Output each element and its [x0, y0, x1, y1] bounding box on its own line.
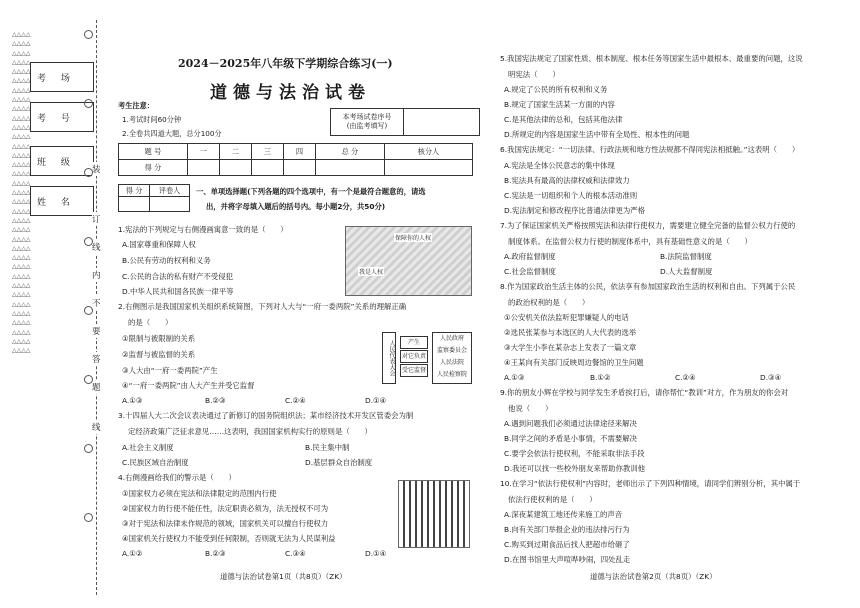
question-2-stem: 的是（ ） [128, 318, 173, 327]
question-8-stem: 的政治权利的是（ ） [508, 298, 590, 307]
note-item: 2.全卷共四道大题，总分100分 [122, 129, 222, 138]
note-item: 1.考试时间60分钟 [122, 115, 182, 124]
option: ①国家权力必须在宪法和法律限定的范围内行使 [122, 489, 277, 498]
choice: A.①② [122, 549, 143, 558]
question-10-stem: 10.在学习“依法行使权利”内容时，老师出示了下列四种情境，请同学们辨别分析，其中属于 [500, 479, 801, 488]
seat-number-field[interactable] [404, 109, 480, 136]
option: D.人大监督制度 [660, 267, 713, 276]
option: C.公民的合法的私有财产不受侵犯 [122, 272, 233, 281]
choice: C.③④ [285, 549, 306, 558]
option: C.是其他法律的总和，包括其他法律 [504, 115, 623, 124]
binding-char: 答 [92, 352, 101, 366]
score-header: 核分人 [384, 144, 472, 160]
diagram-relation: 产生 [400, 336, 428, 349]
seat-sub: (由监考填写) [346, 122, 388, 130]
diagram-organ: 人民政府 [439, 335, 464, 342]
option: D.中华人民共和国各民族一律平等 [122, 287, 234, 296]
question-10-stem: 依法行使权利的是（ ） [508, 495, 597, 504]
option: A.社会主义制度 [122, 443, 174, 452]
binding-char: 内 [92, 268, 101, 282]
option: C.宪法是一切组织和个人的根本活动准则 [504, 191, 638, 200]
question-9-stem: 他说（ ） [508, 404, 553, 413]
option: ③大学生小李在某杂志上发表了一篇文章 [504, 343, 637, 352]
binding-strip [0, 0, 112, 608]
name-label: 姓 名 [37, 198, 76, 208]
choice: B.②③ [205, 549, 226, 558]
triangle-border: △△△△△△△△△△△△△△△△△△△△△△△△△△△△△△△△△△△△△△△△△△△△△△△△△△△△△△△△△△△△△△△△△△△△△△△△△△△△△△△△△△△△△△△△△△△△△△△△△△△△△△△△△△△△△△△△△△△△△△△△△△△△△△△△△△△△△△△△△△△△ [12, 31, 31, 355]
option: D.基层群众自治制度 [305, 458, 373, 467]
choice: B.②③ [205, 396, 226, 405]
diagram-relation: 受它监督 [400, 364, 428, 377]
option: A.遇到问题我们必须通过法律途径来解决 [504, 419, 637, 428]
cartoon-caption: 我是人权 [359, 269, 384, 276]
binding-char: 要 [92, 324, 101, 338]
score-cell[interactable] [251, 160, 283, 176]
grader-cell-label: 评卷人 [150, 185, 190, 197]
question-3-stem: 3.十四届人大二次会议表决通过了新修订的国务院组织法；某市经济技术开发区管委会为制 [118, 411, 414, 420]
binding-char: 线 [92, 240, 101, 254]
score-cell-label: 得 分 [119, 185, 150, 197]
notes-title: 考生注意： [118, 101, 154, 110]
score-cell[interactable] [384, 160, 472, 176]
question-7-stem: 制度体系。在监督公权力行使的制度体系中，具有基础性意义的是（ ） [508, 237, 752, 246]
state-organ-diagram [382, 330, 472, 386]
choice: D.①④ [365, 396, 387, 405]
exam-title: 道德与法治试卷 [210, 83, 371, 103]
binding-holes [84, 30, 93, 522]
binding-char: 题 [92, 380, 101, 394]
option: A.政府监督制度 [504, 252, 556, 261]
score-header: 三 [251, 144, 283, 160]
choice: A.①③ [504, 373, 525, 382]
binding-char: 不 [92, 296, 101, 310]
option: A.规定了公民的所有权利和义务 [504, 85, 608, 94]
score-table [118, 143, 473, 176]
option: ④国家机关行使权力不能受到任何限制，否则就无法为人民谋利益 [122, 534, 336, 543]
question-4-stem: 4.右侧漫画给我们的警示是（ ） [118, 473, 236, 482]
question-3-stem: 定经济政策广泛征求意见……这表明，我国国家机构实行的原则是（ ） [128, 427, 372, 436]
question-2-stem: 2.右侧图示是我国国家机关组织系统简图，下列对人大与“一府一委两院”关系的理解正确 [118, 302, 407, 311]
section1-score-field[interactable] [119, 197, 150, 212]
question-9-stem: 9.你的朋友小辉在学校与同学发生矛盾挨打后，请你帮忙“教训”对方，作为朋友的你会对 [500, 388, 789, 397]
binding-char: 线 [92, 420, 101, 434]
choice: A.①③ [122, 396, 143, 405]
option: A.深夜某建筑工地还传来施工的声音 [504, 510, 623, 519]
cartoon-power-cage [398, 480, 470, 548]
question-6-stem: 6.我国宪法规定：“一切法律、行政法规和地方性法规都不得同宪法相抵触。”这表明（ ） [500, 145, 800, 154]
score-cell[interactable] [283, 160, 315, 176]
exam-number-label: 考 号 [37, 114, 76, 124]
section1-score-box [118, 184, 190, 212]
diagram-relation: 对它负责 [400, 350, 428, 363]
option: ④“一府一委两院”由人大产生并受它监督 [122, 381, 255, 390]
option: ②国家权力的行使不能任性，法定职责必须为，法无授权不可为 [122, 504, 329, 513]
option: B.向有关部门举报企业的违法排污行为 [504, 525, 630, 534]
page-footer: 道德与法治试卷第1页（共8页）（ZK） [220, 572, 347, 581]
choice: D.①④ [365, 549, 387, 558]
seat-number-box [330, 108, 480, 136]
option: B.同学之间的矛盾是小事情，不需要解决 [504, 434, 638, 443]
class-label: 班 级 [37, 158, 76, 168]
choice: B.①② [590, 373, 611, 382]
diagram-npc: 人民代表大会 [382, 332, 396, 384]
question-1-stem: 1.宪法的下列规定与右侧漫画寓意一致的是（ ） [118, 225, 288, 234]
score-header: 二 [219, 144, 251, 160]
option: C.要学会依法行使权利，不能采取非法手段 [504, 449, 645, 458]
page-footer: 道德与法治试卷第2页（共8页）（ZK） [590, 572, 717, 581]
section1-grader-field[interactable] [150, 197, 190, 212]
score-cell[interactable] [315, 160, 384, 176]
option: B.民主集中制 [305, 443, 350, 452]
diagram-organs [432, 332, 472, 384]
diagram-organ: 人民法院 [439, 359, 464, 366]
option: ②监督与被监督的关系 [122, 350, 196, 359]
question-5-stem: 5.我国宪法规定了国家性质、根本制度、根本任务等国家生活中最根本、最重要的问题，这说 [500, 54, 803, 63]
binding-char: 装 [92, 162, 101, 176]
seat-label: 本考场试卷序号 [342, 113, 392, 121]
option: ③对于宪法和法律未作规范的领域，国家机关可以擅自行使权力 [122, 519, 329, 528]
exam-room-label: 考 场 [37, 74, 76, 84]
question-5-stem: 明宪法（ ） [508, 70, 560, 79]
binding-char: 订 [92, 212, 101, 226]
option: ②选民张某参与本选区的人大代表的选举 [504, 328, 637, 337]
choice: D.③④ [760, 373, 782, 382]
choice: C.②④ [675, 373, 696, 382]
choice: C.②④ [285, 396, 306, 405]
score-cell[interactable] [219, 160, 251, 176]
option: B.法院监督制度 [660, 252, 712, 261]
option: ①限制与被限制的关系 [122, 334, 196, 343]
option: ④王某向有关部门反映周边餐馆的卫生问题 [504, 358, 644, 367]
option: A.国家尊重和保障人权 [122, 240, 196, 249]
option: C.社会监督制度 [504, 267, 556, 276]
option: D.我还可以找一些校外朋友来帮助你教训他 [504, 464, 646, 473]
section1-instruction: 出，并将字母填入题后的括号内。每小题2分，共50分) [206, 202, 386, 211]
cartoon-human-rights [345, 226, 472, 296]
exam-header-line1: 2024－2025年八年级下学期综合练习(一) [178, 57, 393, 70]
diagram-organ: 人民检察院 [436, 371, 467, 378]
score-header: 题 号 [119, 144, 188, 160]
score-row-label: 得 分 [119, 160, 188, 176]
option: C.民族区域自治制度 [122, 458, 189, 467]
question-7-stem: 7.为了保证国家机关严格按照宪法和法律行使权力，需要建立健全完备的监督公权力行使的 [500, 221, 796, 230]
option: B.宪法具有最高的法律权威和法律效力 [504, 176, 630, 185]
option: B.规定了国家生活某一方面的内容 [504, 100, 615, 109]
score-header: 一 [187, 144, 219, 160]
option: D.宪法制定和修改程序比普通法律更为严格 [504, 206, 646, 215]
score-header: 四 [283, 144, 315, 160]
section1-instruction: 一、单项选择题(下列各题的四个选项中，有一个是最符合题意的，请选 [196, 187, 426, 196]
option: A.宪法是全体公民意志的集中体现 [504, 161, 615, 170]
option: ③人大由“一府一委两院”产生 [122, 366, 218, 375]
option: D.在图书馆里大声喧哗吵闹，四处乱走 [504, 555, 631, 564]
option: C.购买到过期食品后找人把超市给砸了 [504, 540, 630, 549]
diagram-organ: 监察委员会 [436, 347, 467, 354]
score-cell[interactable] [187, 160, 219, 176]
option: B.公民有劳动的权利和义务 [122, 256, 211, 265]
option: ①公安机关依法监听犯罪嫌疑人的电话 [504, 313, 629, 322]
cartoon-caption: 保障你的人权 [395, 235, 432, 242]
question-8-stem: 8.作为国家政治生活主体的公民，依法享有参加国家政治生活的权利和自由。下列属于公民 [500, 282, 796, 291]
score-header: 总 分 [315, 144, 384, 160]
option: D.所规定的内容是国家生活中带有全局性、根本性的问题 [504, 130, 690, 139]
